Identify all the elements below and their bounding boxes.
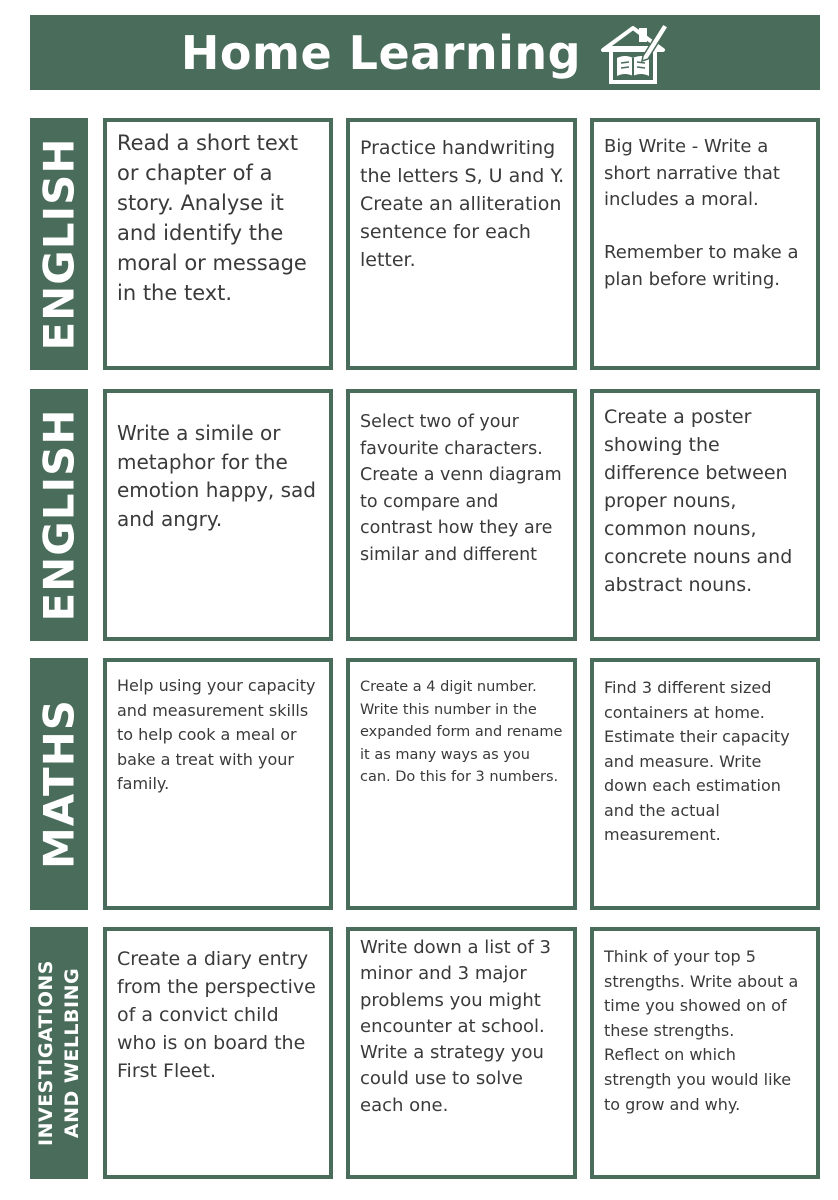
activity-cell: Think of your top 5 strengths. Write about a time you showed on of these strengths. Reflect on which strength you would like to grow and why. xyxy=(590,927,820,1179)
row-label-text: ENGLISH xyxy=(34,137,84,351)
row-label-text: MATHS xyxy=(34,698,84,870)
page-title: Home Learning xyxy=(180,25,582,80)
row-label xyxy=(30,658,88,910)
activity-cell: Big Write - Write a short narrative that includes a moral. Remember to make a plan before writing. xyxy=(590,118,820,370)
row-english-2 xyxy=(30,389,820,641)
row-maths xyxy=(30,658,820,910)
activity-cell: Select two of your favourite characters. Create a venn diagram to compare and contrast how they are similar and different xyxy=(346,389,577,641)
row-label xyxy=(30,927,88,1179)
row-label xyxy=(30,118,88,370)
house-pencil-icon xyxy=(597,20,669,86)
activity-cell: Read a short text or chapter of a story. Analyse it and identify the moral or message in the text. xyxy=(103,118,333,370)
row-label-text: INVESTIGATIONS AND WELLBING xyxy=(35,960,83,1146)
activity-cell: Practice handwriting the letters S, U and Y. Create an alliteration sentence for each letter. xyxy=(346,118,577,370)
activity-cell: Write down a list of 3 minor and 3 major problems you might encounter at school. Write a strategy you could use to solve each one. xyxy=(346,927,577,1179)
activity-cell: Create a 4 digit number. Write this number in the expanded form and rename it as many ways as you can. Do this for 3 numbers. xyxy=(346,658,577,910)
activity-cell: Create a poster showing the difference between proper nouns, common nouns, concrete nouns and abstract nouns. xyxy=(590,389,820,641)
activity-cell: Help using your capacity and measurement skills to help cook a meal or bake a treat with your family. xyxy=(103,658,333,910)
row-label xyxy=(30,389,88,641)
row-investigations-wellbeing xyxy=(30,927,820,1179)
activity-cell: Create a diary entry from the perspective of a convict child who is on board the First Fleet. xyxy=(103,927,333,1179)
activity-cell: Find 3 different sized containers at home. Estimate their capacity and measure. Write down each estimation and the actual measurement. xyxy=(590,658,820,910)
activity-cell: Write a simile or metaphor for the emotion happy, sad and angry. xyxy=(103,389,333,641)
row-label-text: ENGLISH xyxy=(34,408,84,622)
header-banner xyxy=(30,15,820,90)
row-english-1 xyxy=(30,118,820,370)
